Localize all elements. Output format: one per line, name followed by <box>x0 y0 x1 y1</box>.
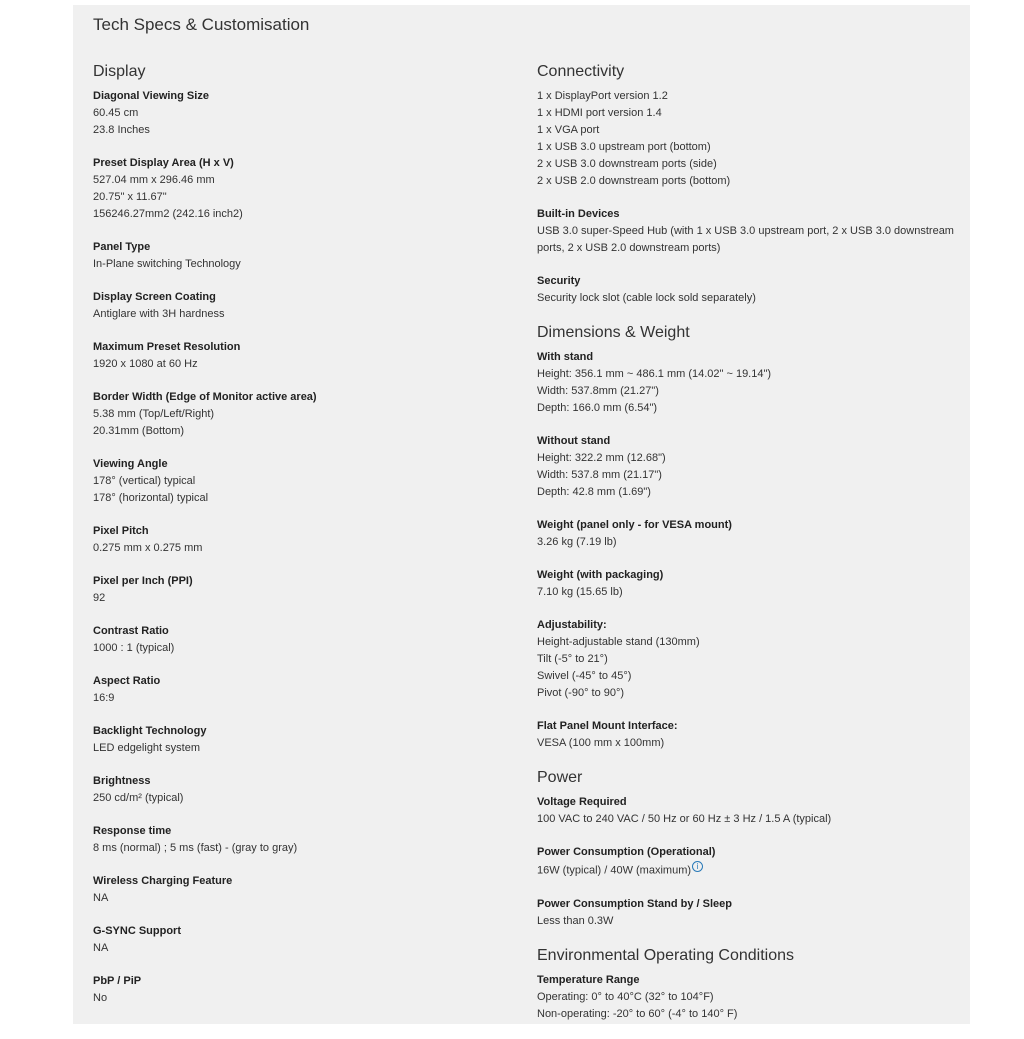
spec-label: Flat Panel Mount Interface: <box>537 720 678 732</box>
spec-value <box>537 88 957 105</box>
spec-item <box>93 155 513 223</box>
spec-value <box>537 290 957 307</box>
spec-item <box>93 873 513 907</box>
spec-item <box>93 339 513 373</box>
section-title: Connectivity <box>537 63 625 80</box>
spec-label: Without stand <box>537 435 611 447</box>
spec-value-text: 23.8 Inches <box>93 124 150 136</box>
spec-item <box>537 617 957 702</box>
spec-value-text: 100 VAC to 240 VAC / 50 Hz or 60 Hz ± 3 Hz / 1.5 A (typical) <box>537 813 832 825</box>
spec-value-text: 5.38 mm (Top/Left/Right) <box>93 408 215 420</box>
spec-value-text: Non-operating: -20° to 60° (-4° to 140° F) <box>537 1007 738 1020</box>
section-display <box>93 62 513 1007</box>
tech-specs-panel <box>73 5 970 1024</box>
spec-value <box>537 685 957 702</box>
section-title: Power <box>537 769 583 786</box>
spec-value <box>537 735 957 752</box>
spec-value-text: NA <box>93 892 109 904</box>
spec-item <box>93 823 513 857</box>
spec-value-text: 92 <box>93 592 106 604</box>
spec-label: Panel Type <box>93 241 151 253</box>
spec-value <box>93 690 513 707</box>
spec-value <box>537 484 957 501</box>
spec-value-text: 1000 : 1 (typical) <box>93 642 175 654</box>
spec-value <box>93 590 513 607</box>
spec-value <box>93 423 513 440</box>
spec-value <box>93 206 513 223</box>
page-title: Tech Specs & Customisation <box>93 15 310 34</box>
spec-item <box>537 718 957 752</box>
spec-value <box>537 450 957 467</box>
spec-value-text: Width: 537.8 mm (21.17") <box>537 469 662 481</box>
spec-value-text: 16:9 <box>93 692 115 704</box>
spec-value <box>93 256 513 273</box>
spec-value-text: Pivot (-90° to 90°) <box>537 687 625 699</box>
spec-value-text: 178° (vertical) typical <box>93 475 196 487</box>
spec-item <box>537 206 957 257</box>
spec-value <box>93 740 513 757</box>
spec-value <box>93 990 513 1007</box>
spec-value-text: 1 x HDMI port version 1.4 <box>537 107 662 119</box>
spec-item <box>93 773 513 807</box>
spec-value-text: Height: 356.1 mm ~ 486.1 mm (14.02" ~ 19.14") <box>537 368 772 380</box>
spec-value <box>537 989 957 1006</box>
spec-item <box>537 972 957 1023</box>
spec-value <box>537 139 957 156</box>
spec-value <box>537 383 957 400</box>
spec-value <box>537 105 957 122</box>
spec-value <box>537 651 957 668</box>
spec-item <box>537 896 957 930</box>
spec-value-text: 60.45 cm <box>93 107 139 119</box>
spec-value-text: Depth: 166.0 mm (6.54") <box>537 402 658 414</box>
section-title: Display <box>93 63 146 80</box>
spec-value-text: VESA (100 mm x 100mm) <box>537 737 665 749</box>
spec-item <box>537 88 957 190</box>
spec-label: Pixel per Inch (PPI) <box>93 575 193 587</box>
spec-value <box>537 173 957 190</box>
spec-value <box>93 840 513 857</box>
spec-value <box>93 790 513 807</box>
spec-value-text: Security lock slot (cable lock sold separately) <box>537 292 756 304</box>
spec-label: Viewing Angle <box>93 458 168 470</box>
spec-value-text: NA <box>93 942 109 954</box>
spec-value <box>537 156 957 173</box>
spec-value <box>93 105 513 122</box>
spec-value <box>537 584 957 601</box>
spec-label: Response time <box>93 825 172 837</box>
spec-value <box>537 668 957 685</box>
spec-value-text: 16W (typical) / 40W (maximum) <box>537 864 692 877</box>
spec-label: Diagonal Viewing Size <box>93 90 209 102</box>
spec-value <box>93 540 513 557</box>
spec-label: Power Consumption (Operational) <box>537 846 716 858</box>
spec-value-text: 1 x DisplayPort version 1.2 <box>537 90 668 102</box>
spec-value-text: 2 x USB 3.0 downstream ports (side) <box>537 158 717 170</box>
spec-value <box>93 306 513 323</box>
spec-item <box>537 273 957 307</box>
spec-value <box>537 1006 957 1023</box>
section-connectivity <box>537 62 957 307</box>
spec-value <box>93 356 513 373</box>
spec-label: Security <box>537 275 581 287</box>
spec-label: Weight (with packaging) <box>537 569 664 581</box>
info-icon[interactable]: i <box>692 861 703 872</box>
spec-value <box>537 400 957 417</box>
spec-label: Aspect Ratio <box>93 675 161 687</box>
spec-label: Voltage Required <box>537 796 627 808</box>
spec-label: PbP / PiP <box>93 975 142 987</box>
spec-value <box>93 189 513 206</box>
spec-value-text: Width: 537.8mm (21.27") <box>537 385 659 397</box>
spec-value-text: Swivel (-45° to 45°) <box>537 670 632 682</box>
spec-value-text: Depth: 42.8 mm (1.69") <box>537 486 651 498</box>
spec-value <box>537 223 957 257</box>
spec-item <box>537 567 957 601</box>
spec-value-text: Height-adjustable stand (130mm) <box>537 636 700 648</box>
spec-label: Display Screen Coating <box>93 291 216 303</box>
spec-label: G-SYNC Support <box>93 925 181 937</box>
spec-item <box>93 723 513 757</box>
spec-value-text: 7.10 kg (15.65 lb) <box>537 586 623 598</box>
spec-value <box>93 406 513 423</box>
spec-label: Backlight Technology <box>93 725 207 737</box>
spec-label: Temperature Range <box>537 973 640 986</box>
spec-value-text: 178° (horizontal) typical <box>93 492 209 504</box>
spec-value-text: 156246.27mm2 (242.16 inch2) <box>93 208 243 220</box>
spec-value-text: Less than 0.3W <box>537 914 614 927</box>
spec-value <box>93 172 513 189</box>
spec-value-text: 20.75" x 11.67" <box>93 191 167 203</box>
spec-value <box>537 467 957 484</box>
spec-value-text: 20.31mm (Bottom) <box>93 425 185 437</box>
spec-value <box>537 534 957 551</box>
spec-item <box>537 433 957 501</box>
spec-value <box>93 490 513 507</box>
spec-value-text: In-Plane switching Technology <box>93 258 241 270</box>
spec-value-text: Operating: 0° to 40°C (32° to 104°F) <box>537 990 714 1003</box>
spec-item <box>93 289 513 323</box>
spec-value <box>537 634 957 651</box>
spec-value-text: 527.04 mm x 296.46 mm <box>93 174 215 186</box>
spec-item <box>93 523 513 557</box>
spec-value-text: Tilt (-5° to 21°) <box>537 653 608 665</box>
spec-item <box>537 844 957 880</box>
spec-item <box>93 239 513 273</box>
spec-value-text: 3.26 kg (7.19 lb) <box>537 536 617 548</box>
section-title: Environmental Operating Conditions <box>537 946 795 964</box>
spec-value <box>537 811 957 828</box>
section-environment <box>537 946 957 1023</box>
spec-value-text: USB 3.0 super-Speed Hub (with 1 x USB 3.0 upstream port, 2 x USB 3.0 downstream ports, 2 x USB 2.0 downstream ports) <box>537 225 954 254</box>
spec-value-text: 250 cd/m² (typical) <box>93 792 184 804</box>
section-power <box>537 768 957 930</box>
spec-label: Contrast Ratio <box>93 625 169 637</box>
spec-item <box>537 349 957 417</box>
spec-item <box>93 973 513 1007</box>
left-column <box>93 62 513 1023</box>
spec-label: Weight (panel only - for VESA mount) <box>537 519 732 531</box>
right-column <box>537 62 957 1039</box>
spec-value <box>93 890 513 907</box>
spec-label: With stand <box>537 351 594 363</box>
spec-value-text: 1 x VGA port <box>537 124 600 136</box>
spec-item <box>537 794 957 828</box>
spec-value <box>537 861 957 880</box>
spec-value-text: 8 ms (normal) ; 5 ms (fast) - (gray to gray) <box>93 842 298 854</box>
spec-label: Adjustability: <box>537 619 607 631</box>
spec-value <box>93 122 513 139</box>
spec-value-text: Antiglare with 3H hardness <box>93 308 225 320</box>
spec-label: Border Width (Edge of Monitor active area) <box>93 391 317 403</box>
spec-value-text: 1920 x 1080 at 60 Hz <box>93 358 198 370</box>
spec-value <box>93 473 513 490</box>
spec-item <box>93 573 513 607</box>
spec-label: Wireless Charging Feature <box>93 875 233 887</box>
spec-label: Built-in Devices <box>537 208 620 220</box>
spec-value-text: 0.275 mm x 0.275 mm <box>93 542 203 554</box>
spec-label: Maximum Preset Resolution <box>93 341 241 353</box>
spec-item <box>93 923 513 957</box>
spec-value-text: Height: 322.2 mm (12.68") <box>537 452 666 464</box>
spec-item <box>93 389 513 440</box>
spec-item <box>93 456 513 507</box>
spec-value-text: 1 x USB 3.0 upstream port (bottom) <box>537 141 711 153</box>
spec-label: Power Consumption Stand by / Sleep <box>537 897 732 910</box>
spec-value-text: LED edgelight system <box>93 742 200 754</box>
section-dimensions <box>537 323 957 752</box>
spec-value <box>537 366 957 383</box>
spec-item <box>93 88 513 139</box>
section-title: Dimensions & Weight <box>537 324 690 341</box>
spec-label: Pixel Pitch <box>93 525 149 537</box>
spec-item <box>93 623 513 657</box>
spec-item <box>93 673 513 707</box>
spec-value <box>537 122 957 139</box>
spec-item <box>537 517 957 551</box>
spec-value-text: No <box>93 992 108 1004</box>
spec-label: Brightness <box>93 775 151 787</box>
spec-value <box>93 640 513 657</box>
spec-value <box>537 913 957 930</box>
spec-label: Preset Display Area (H x V) <box>93 157 234 169</box>
spec-value-text: 2 x USB 2.0 downstream ports (bottom) <box>537 175 731 187</box>
spec-value <box>93 940 513 957</box>
